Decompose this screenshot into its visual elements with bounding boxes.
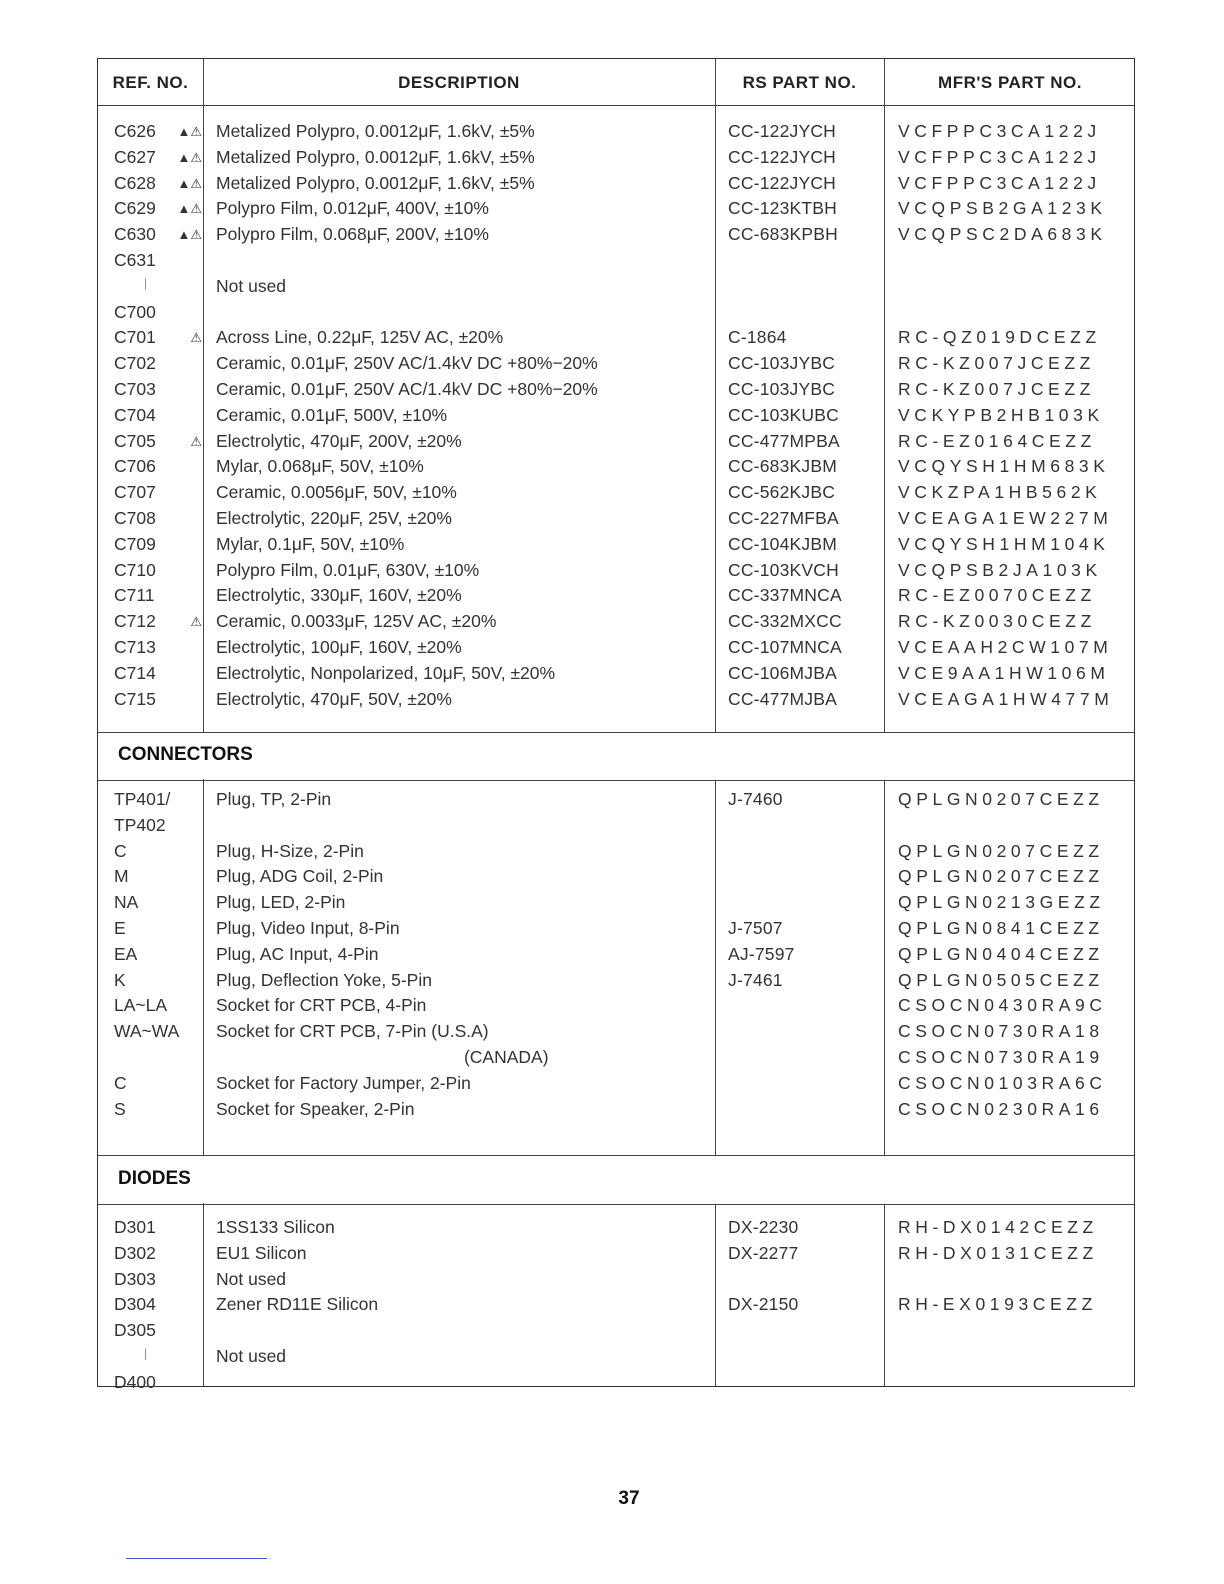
safety-mark-icon — [158, 353, 202, 356]
safety-mark-icon — [158, 379, 202, 382]
description-cell: Socket for CRT PCB, 4-Pin — [216, 995, 427, 1016]
ref-no-cell: LA~LA — [114, 995, 168, 1016]
description-cell: Plug, LED, 2-Pin — [216, 892, 346, 913]
safety-mark-icon — [158, 250, 202, 253]
safety-mark-icon: ⚠ — [190, 614, 202, 630]
mfr-part-cell: VCQYSH1HM683K — [898, 456, 1110, 477]
safety-mark-icon — [158, 663, 202, 666]
ref-no-cell: D301 — [114, 1217, 156, 1237]
table-row — [98, 970, 1134, 996]
table-row — [98, 508, 1134, 534]
mfr-part-cell: CSOCN0230RA16 — [898, 1098, 1104, 1119]
description-cell: Ceramic, 0.01μF, 500V, ±10% — [216, 404, 448, 425]
safety-mark-icon — [158, 637, 202, 640]
mfr-part-cell: VCFPPC3CA122J — [898, 121, 1101, 141]
safety-mark-icon — [158, 405, 202, 408]
rs-part-cell: C-1864 — [728, 327, 787, 348]
safety-mark-icon: ⚠ — [190, 433, 202, 449]
rs-part-cell: CC-332MXCC — [728, 611, 842, 632]
mfr-part-cell: QPLGN0213GEZZ — [898, 892, 1105, 913]
mfr-part-cell: VCKZPA1HB562K — [898, 482, 1102, 503]
table-row — [98, 431, 1134, 457]
ref-no-cell: | — [144, 275, 148, 290]
description-cell: Electrolytic, 470μF, 50V, ±20% — [216, 688, 452, 709]
ref-no-cell: C701 — [114, 327, 156, 348]
table-row — [98, 456, 1134, 482]
rs-part-cell: AJ-7597 — [728, 943, 795, 964]
mfr-part-cell: RC-KZ007JCEZZ — [898, 353, 1095, 374]
description-cell: Socket for Factory Jumper, 2-Pin — [216, 1072, 471, 1093]
ref-no-cell: C714 — [114, 662, 156, 683]
mfr-part-cell: QPLGN0207CEZZ — [898, 789, 1104, 809]
page-number: 37 — [618, 1488, 640, 1509]
safety-mark-icon — [158, 560, 202, 563]
table-row — [98, 689, 1134, 715]
table-row — [98, 866, 1134, 892]
table-row — [98, 1320, 1134, 1346]
description-cell: Ceramic, 0.0056μF, 50V, ±10% — [216, 482, 457, 503]
ref-no-cell: C630 — [114, 224, 156, 245]
description-cell: Mylar, 0.1μF, 50V, ±10% — [216, 533, 405, 554]
description-cell: Metalized Polypro, 0.0012μF, 1.6kV, ±5% — [216, 146, 535, 167]
diodes-title-line — [98, 1204, 1134, 1205]
mfr-part-cell: RH-EX0193CEZZ — [898, 1294, 1097, 1315]
table-row — [98, 841, 1134, 867]
description-cell: Mylar, 0.068μF, 50V, ±10% — [216, 456, 424, 477]
mfr-part-cell: VCQYSH1HM104K — [898, 533, 1110, 554]
rs-part-cell: CC-104KJBM — [728, 533, 837, 554]
rs-part-cell: CC-103KUBC — [728, 404, 839, 425]
table-row — [98, 892, 1134, 918]
ref-no-cell: C700 — [114, 301, 156, 322]
table-row — [98, 585, 1134, 611]
ref-no-cell: | — [144, 1345, 148, 1360]
rs-part-cell: CC-122JYCH — [728, 172, 836, 193]
ref-no-cell: C707 — [114, 482, 156, 503]
table-row — [98, 534, 1134, 560]
safety-mark-icon — [158, 456, 202, 459]
mfr-part-cell: RC-KZ007JCEZZ — [898, 378, 1095, 399]
table-row — [98, 147, 1134, 173]
rs-part-cell: J-7461 — [728, 969, 783, 990]
mfr-part-cell: VCE9AA1HW106M — [898, 662, 1110, 683]
mfr-part-cell: CSOCN0103RA6C — [898, 1072, 1107, 1093]
ref-no-cell: TP401/ — [114, 789, 171, 809]
ref-no-cell: D302 — [114, 1242, 156, 1263]
table-row — [98, 663, 1134, 689]
ref-no-cell: EA — [114, 943, 138, 964]
table-row — [98, 1099, 1134, 1125]
diode-rows — [98, 1217, 1134, 1398]
table-row — [98, 1073, 1134, 1099]
capacitor-rows — [98, 121, 1134, 714]
description-cell: Not used — [216, 1345, 287, 1366]
ref-no-cell: NA — [114, 892, 139, 913]
rs-part-cell: CC-562KJBC — [728, 482, 836, 503]
ref-no-cell: TP402 — [114, 814, 166, 835]
table-row — [98, 1372, 1134, 1398]
mfr-part-cell: RC-KZ0030CEZZ — [898, 611, 1096, 632]
rs-part-cell: DX-2150 — [728, 1294, 799, 1315]
safety-mark-icon — [158, 508, 202, 511]
table-row — [98, 918, 1134, 944]
header-rs-part: RS PART NO. — [742, 73, 857, 92]
header-ref: REF. NO. — [112, 73, 189, 92]
rs-part-cell: CC-122JYCH — [728, 146, 836, 167]
connectors-title: CONNECTORS — [118, 744, 253, 765]
ref-no-cell: WA~WA — [114, 1021, 180, 1042]
mfr-part-cell: RC-EZ0070CEZZ — [898, 585, 1096, 606]
ref-no-cell: C706 — [114, 456, 156, 477]
description-cell: Plug, AC Input, 4-Pin — [216, 943, 379, 964]
ref-no-cell: M — [114, 866, 129, 887]
table-row — [98, 1217, 1134, 1243]
table-row — [98, 224, 1134, 250]
table-row — [98, 379, 1134, 405]
table-row — [98, 944, 1134, 970]
ref-no-cell: C715 — [114, 688, 156, 709]
description-cell: Electrolytic, Nonpolarized, 10μF, 50V, ±20% — [216, 662, 556, 683]
ref-no-cell: D400 — [114, 1371, 156, 1392]
ref-no-cell: D304 — [114, 1294, 156, 1315]
rs-part-cell: CC-103JYBC — [728, 378, 836, 399]
safety-mark-icon — [158, 276, 202, 279]
description-cell: Plug, TP, 2-Pin — [216, 789, 332, 809]
safety-mark-icon: ▲⚠ — [177, 124, 202, 139]
ref-no-cell: S — [114, 1098, 126, 1119]
safety-mark-icon: ▲⚠ — [177, 227, 202, 243]
rs-part-cell: CC-227MFBA — [728, 507, 839, 528]
safety-mark-icon: ⚠ — [190, 330, 202, 346]
ref-no-cell: C — [114, 840, 127, 861]
ref-no-cell: C713 — [114, 636, 156, 657]
table-row — [98, 250, 1134, 276]
ref-no-cell: C705 — [114, 430, 156, 451]
mfr-part-cell: CSOCN0430RA9C — [898, 995, 1107, 1016]
mfr-part-cell: VCQPSB2GA123K — [898, 198, 1107, 219]
description-cell: Ceramic, 0.01μF, 250V AC/1.4kV DC +80%−20% — [216, 353, 598, 374]
mfr-part-cell: CSOCN0730RA18 — [898, 1021, 1104, 1042]
rs-part-cell: CC-683KPBH — [728, 224, 838, 245]
table-row — [98, 482, 1134, 508]
rs-part-cell: CC-106MJBA — [728, 662, 837, 683]
table-row — [98, 789, 1134, 815]
table-row — [98, 173, 1134, 199]
description-cell: 1SS133 Silicon — [216, 1217, 335, 1237]
mfr-part-cell: RH-DX0131CEZZ — [898, 1242, 1098, 1263]
description-cell: Ceramic, 0.01μF, 250V AC/1.4kV DC +80%−20% — [216, 378, 598, 399]
mfr-part-cell: VCFPPC3CA122J — [898, 172, 1101, 193]
description-cell: Plug, H-Size, 2-Pin — [216, 840, 364, 861]
mfr-part-cell: VCKYPB2HB103K — [898, 404, 1104, 425]
rs-part-cell: CC-683KJBM — [728, 456, 837, 477]
safety-mark-icon — [158, 302, 202, 305]
mfr-part-cell: QPLGN0207CEZZ — [898, 866, 1104, 887]
safety-mark-icon — [158, 482, 202, 485]
safety-mark-icon — [158, 534, 202, 537]
rs-part-cell: CC-477MPBA — [728, 430, 840, 451]
ref-no-cell: D305 — [114, 1320, 156, 1341]
ref-no-cell: C627 — [114, 146, 156, 167]
ref-no-cell: C708 — [114, 507, 156, 528]
ref-no-cell: C — [114, 1072, 127, 1093]
mfr-part-cell: RC-EZ0164CEZZ — [898, 430, 1096, 451]
table-row — [98, 405, 1134, 431]
rs-part-cell: CC-103JYBC — [728, 353, 836, 374]
description-cell: Plug, ADG Coil, 2-Pin — [216, 866, 384, 887]
mfr-part-cell: VCEAGA1HW477M — [898, 688, 1114, 709]
mfr-part-cell: QPLGN0505CEZZ — [898, 969, 1104, 990]
table-row — [98, 302, 1134, 328]
description-cell: Not used — [216, 275, 287, 296]
mfr-part-cell: RH-DX0142CEZZ — [898, 1217, 1098, 1237]
description-cell: Across Line, 0.22μF, 125V AC, ±20% — [216, 327, 504, 348]
ref-no-cell: C711 — [114, 585, 155, 606]
description-cell: (CANADA) — [216, 1046, 549, 1067]
description-cell: Metalized Polypro, 0.0012μF, 1.6kV, ±5% — [216, 121, 535, 141]
table-row — [98, 995, 1134, 1021]
safety-mark-icon: ▲⚠ — [177, 201, 202, 217]
ref-no-cell: C709 — [114, 533, 156, 554]
description-cell: Polypro Film, 0.01μF, 630V, ±10% — [216, 559, 480, 580]
table-row — [98, 198, 1134, 224]
description-cell: Electrolytic, 470μF, 200V, ±20% — [216, 430, 462, 451]
table-row — [98, 121, 1134, 147]
diodes-band — [198, 1156, 1132, 1203]
description-cell: Electrolytic, 330μF, 160V, ±20% — [216, 585, 462, 606]
rs-part-cell: DX-2230 — [728, 1217, 799, 1237]
safety-mark-icon: ▲⚠ — [177, 175, 202, 191]
connectors-title-line — [98, 780, 1134, 781]
description-cell: Zener RD11E Silicon — [216, 1294, 379, 1315]
table-row — [98, 1294, 1134, 1320]
table-row — [98, 276, 1134, 302]
header-bottom-line — [98, 105, 1134, 106]
table-row — [98, 353, 1134, 379]
table-row — [98, 611, 1134, 637]
mfr-part-cell: VCFPPC3CA122J — [898, 146, 1101, 167]
safety-mark-icon: ▲⚠ — [177, 149, 202, 165]
parts-list-table — [97, 58, 1135, 1392]
mfr-part-cell: QPLGN0207CEZZ — [898, 840, 1104, 861]
rs-part-cell: CC-122JYCH — [728, 121, 836, 141]
connector-rows — [98, 789, 1134, 1124]
rs-part-cell: CC-107MNCA — [728, 636, 842, 657]
description-cell: Plug, Deflection Yoke, 5-Pin — [216, 969, 432, 990]
mfr-part-cell: QPLGN0404CEZZ — [898, 943, 1104, 964]
table-row — [98, 1047, 1134, 1073]
ref-no-cell: C631 — [114, 249, 156, 270]
description-cell: Electrolytic, 220μF, 25V, ±20% — [216, 507, 452, 528]
description-cell: EU1 Silicon — [216, 1242, 307, 1263]
description-cell: Metalized Polypro, 0.0012μF, 1.6kV, ±5% — [216, 172, 535, 193]
mfr-part-cell: VCQPSB2JA103K — [898, 559, 1102, 580]
rs-part-cell: CC-337MNCA — [728, 585, 842, 606]
description-cell: Plug, Video Input, 8-Pin — [216, 917, 400, 938]
mfr-part-cell: VCEAAH2CW107M — [898, 636, 1113, 657]
ref-no-cell: E — [114, 917, 126, 938]
ref-no-cell: C703 — [114, 378, 156, 399]
header-description: DESCRIPTION — [398, 73, 520, 92]
mfr-part-cell: RC-QZ019DCEZZ — [898, 327, 1101, 348]
ref-no-cell: C710 — [114, 559, 156, 580]
ref-no-cell: C704 — [114, 404, 156, 425]
description-cell: Polypro Film, 0.012μF, 400V, ±10% — [216, 198, 489, 219]
footer-underline — [126, 1558, 267, 1559]
description-cell: Socket for CRT PCB, 7-Pin (U.S.A) — [216, 1021, 489, 1042]
table-row — [98, 815, 1134, 841]
table-row — [98, 637, 1134, 663]
connectors-band — [198, 733, 1132, 779]
ref-no-cell: C629 — [114, 198, 156, 219]
description-cell: Polypro Film, 0.068μF, 200V, ±10% — [216, 224, 489, 245]
table-row — [98, 1346, 1134, 1372]
header-mfr-part: MFR'S PART NO. — [938, 73, 1082, 92]
rs-part-cell: DX-2277 — [728, 1242, 799, 1263]
rs-part-cell: CC-477MJBA — [728, 688, 837, 709]
description-cell: Not used — [216, 1268, 287, 1289]
mfr-part-cell: VCQPSC2DA683K — [898, 224, 1107, 245]
table-row — [98, 327, 1134, 353]
rs-part-cell: J-7507 — [728, 917, 783, 938]
diodes-title: DIODES — [118, 1168, 191, 1189]
ref-no-cell: K — [114, 969, 126, 990]
mfr-part-cell: QPLGN0841CEZZ — [898, 917, 1104, 938]
rs-part-cell: CC-103KVCH — [728, 559, 839, 580]
ref-no-cell: C702 — [114, 353, 156, 374]
table-row — [98, 560, 1134, 586]
safety-mark-icon — [158, 689, 202, 692]
ref-no-cell: C712 — [114, 611, 156, 632]
table-row — [98, 1021, 1134, 1047]
ref-no-cell: C628 — [114, 172, 156, 193]
mfr-part-cell: VCEAGA1EW227M — [898, 507, 1113, 528]
mfr-part-cell: CSOCN0730RA19 — [898, 1046, 1104, 1067]
table-row — [98, 1269, 1134, 1295]
description-cell: Socket for Speaker, 2-Pin — [216, 1098, 415, 1119]
ref-no-cell: C626 — [114, 121, 156, 141]
rs-part-cell: CC-123KTBH — [728, 198, 837, 219]
safety-mark-icon — [158, 585, 202, 588]
rs-part-cell: J-7460 — [728, 789, 783, 809]
table-row — [98, 1243, 1134, 1269]
ref-no-cell: D303 — [114, 1268, 156, 1289]
description-cell: Ceramic, 0.0033μF, 125V AC, ±20% — [216, 611, 497, 632]
description-cell: Electrolytic, 100μF, 160V, ±20% — [216, 636, 462, 657]
